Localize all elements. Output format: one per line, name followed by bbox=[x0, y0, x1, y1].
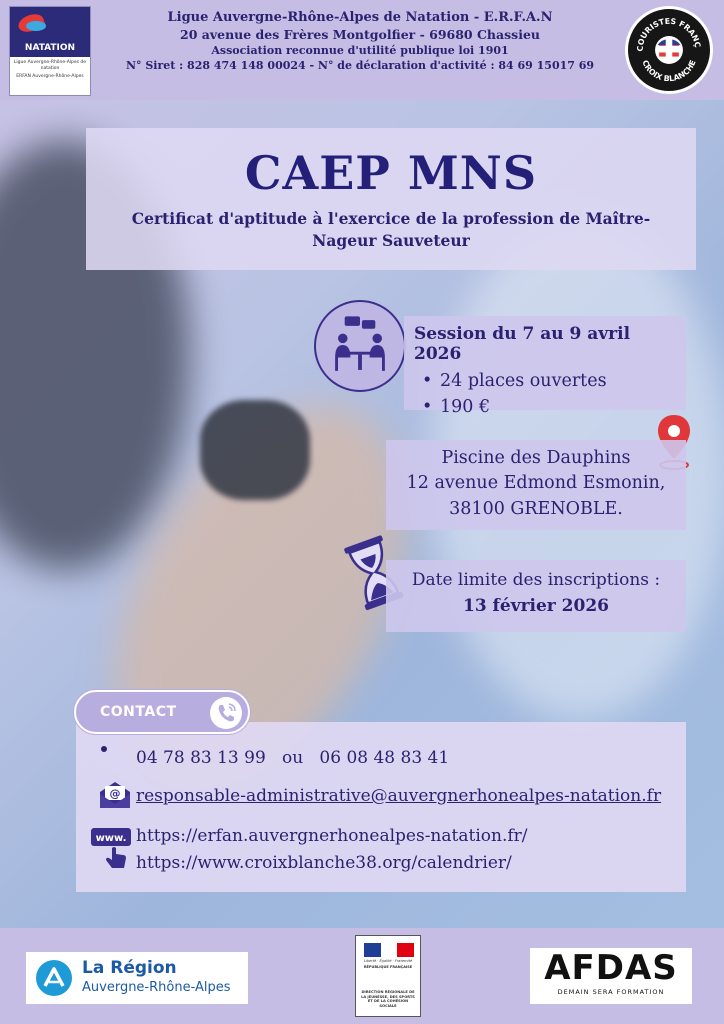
org-name: Ligue Auvergne-Rhône-Alpes de Natation - E.R.F.A.N bbox=[167, 10, 553, 25]
ffn-logo-sub1: Ligue Auvergne-Rhône-Alpes de natation bbox=[13, 60, 87, 71]
location-city: 38100 GRENOBLE. bbox=[449, 498, 623, 519]
phone-line bbox=[136, 748, 449, 768]
website-link-erfan[interactable]: https://erfan.auvergnerhonealpes-natation.fr/ bbox=[136, 826, 528, 846]
deadline-date: 13 février 2026 bbox=[462, 596, 609, 616]
deadline-box bbox=[386, 560, 686, 632]
session-price: • 190 € bbox=[414, 394, 676, 420]
session-title: Session du 7 au 9 avril 2026 bbox=[414, 324, 631, 364]
page-subtitle: Certificat d'aptitude à l'exercice de la profession de Maître-Nageur Sauveteur bbox=[131, 209, 651, 250]
gov-republic: RÉPUBLIQUE FRANÇAISE bbox=[363, 965, 413, 969]
ffn-logo-sub2: ERFAN Auvergne-Rhône-Alpes bbox=[16, 74, 84, 80]
ffn-logo bbox=[9, 6, 91, 96]
croix-logo-top-text: COURISTES FRANÇ bbox=[635, 16, 703, 52]
gov-logo bbox=[355, 935, 421, 1017]
session-box bbox=[404, 316, 686, 418]
www-icon bbox=[90, 826, 134, 872]
page-title: CAEP MNS bbox=[244, 146, 538, 200]
org-association: Association reconnue d'utilité publique loi 1901 bbox=[211, 44, 509, 57]
session-details bbox=[414, 368, 676, 421]
meeting-icon bbox=[314, 300, 406, 392]
deadline-label: Date limite des inscriptions : bbox=[411, 570, 661, 590]
stopwatch-blur bbox=[200, 400, 310, 500]
ffn-logo-text: NATATION bbox=[24, 43, 76, 53]
phone-bullet-icon bbox=[101, 746, 107, 752]
session-places: • 24 places ouvertes bbox=[414, 368, 676, 394]
email-icon bbox=[98, 780, 132, 810]
location-box bbox=[386, 440, 686, 530]
contact-box bbox=[76, 722, 686, 892]
svg-text:@: @ bbox=[109, 787, 121, 800]
org-address: 20 avenue des Frères Montgolfier - 69680 Chassieu bbox=[180, 27, 540, 42]
phone-separator: ou bbox=[282, 748, 304, 768]
croix-logo-bottom-text: CROIX BLANCHE bbox=[640, 58, 698, 84]
region-logo bbox=[26, 952, 248, 1004]
org-siret: N° Siret : 828 474 148 00024 - N° de déclaration d'activité : 84 69 15017 69 bbox=[125, 59, 595, 72]
afdas-logo bbox=[530, 948, 692, 1004]
footer bbox=[0, 928, 724, 1024]
phone-icon bbox=[210, 697, 242, 729]
french-flag-icon bbox=[364, 942, 414, 956]
title-box bbox=[86, 128, 696, 270]
location-street: 12 avenue Edmond Esmonin, bbox=[406, 473, 666, 494]
croix-blanche-logo bbox=[625, 6, 713, 94]
afdas-name: AFDAS bbox=[544, 948, 678, 988]
contact-label: CONTACT bbox=[100, 704, 177, 720]
contact-badge bbox=[74, 690, 250, 734]
region-subname: Auvergne-Rhône-Alpes bbox=[82, 980, 231, 995]
location-name: Piscine des Dauphins bbox=[441, 448, 631, 468]
region-logo-icon bbox=[36, 960, 72, 996]
email-link[interactable]: responsable-administrative@auvergnerhonealpes-natation.fr bbox=[136, 786, 662, 806]
gov-direction: DIRECTION RÉGIONALE DE LA JEUNESSE, DES SPORTS ET DE LA COHÉSION SOCIALE bbox=[361, 990, 415, 1009]
afdas-tagline: DEMAIN SERA FORMATION bbox=[557, 988, 665, 996]
phone-number-1[interactable]: 04 78 83 13 99 bbox=[136, 748, 266, 768]
www-label: www. bbox=[95, 833, 127, 844]
website-link-croixblanche[interactable]: https://www.croixblanche38.org/calendrier/ bbox=[136, 853, 512, 873]
gov-motto: Liberté · Égalité · Fraternité bbox=[363, 959, 413, 963]
region-name: La Région bbox=[82, 958, 177, 978]
phone-number-2[interactable]: 06 08 48 83 41 bbox=[319, 748, 450, 768]
header bbox=[0, 0, 724, 100]
header-info bbox=[100, 10, 620, 72]
